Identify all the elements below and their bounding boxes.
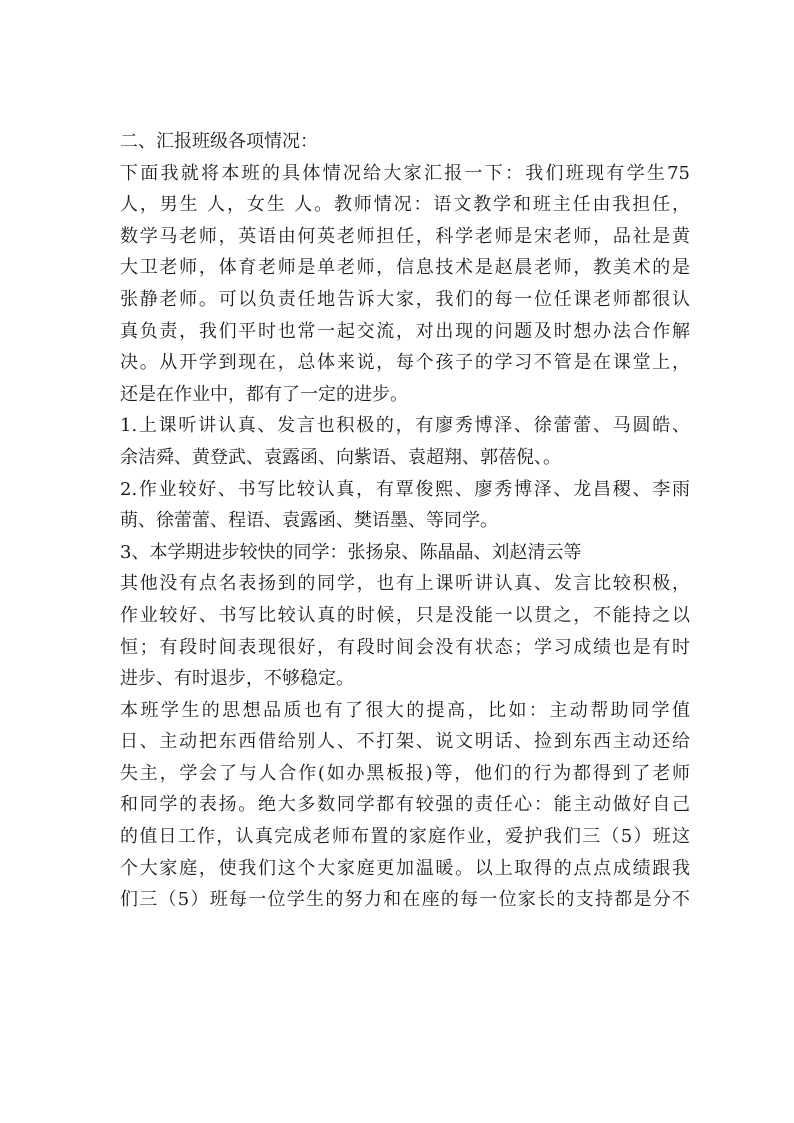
text-line: 余洁舜、黄登武、袁露函、向紫语、袁超翔、郭蓓倪、。 [120, 446, 561, 468]
text-line: 日、主动把东西借给别人、不打架、说文明话、捡到东西主动还给 [120, 731, 690, 753]
list-item-1: 1.上课听讲认真、发言也积极的，有廖秀博泽、徐蕾蕾、马圆皓、 [120, 415, 690, 437]
text-line: 下面我就将本班的具体情况给大家汇报一下：我们班现有学生75 [120, 162, 690, 184]
text-line: 真负责，我们平时也常一起交流，对出现的问题及时想办法合作解 [120, 320, 690, 342]
text-line: 数学马老师，英语由何英老师担任，科学老师是宋老师，品社是黄 [120, 225, 690, 247]
list-item-2: 2.作业较好、书写比较认真，有覃俊熙、廖秀博泽、龙昌稷、李雨 [120, 478, 690, 500]
document-body [120, 126, 690, 916]
list-item-3: 3、本学期进步较快的同学：张扬泉、陈晶晶、刘赵清云等 [120, 541, 582, 563]
text-line: 作业较好、书写比较认真的时候，只是没能一以贯之，不能持之以 [120, 604, 690, 626]
text-line: 其他没有点名表扬到的同学，也有上课听讲认真、发言比较积极， [120, 573, 690, 595]
text-line: 萌、徐蕾蕾、程语、袁露函、樊语墨、等同学。 [120, 510, 498, 532]
text-line: 张静老师。可以负责任地告诉大家，我们的每一位任课老师都很认 [120, 288, 690, 310]
text-line: 和同学的表扬。绝大多数同学都有较强的责任心：能主动做好自己 [120, 794, 690, 816]
text-line: 本班学生的思想品质也有了很大的提高，比如：主动帮助同学值 [120, 699, 690, 721]
text-line: 失主，学会了与人合作(如办黑板报)等，他们的行为都得到了老师 [120, 762, 690, 784]
text-line: 个大家庭，使我们这个大家庭更加温暖。以上取得的点点成绩跟我 [120, 857, 690, 879]
text-line: 进步、有时退步，不够稳定。 [120, 668, 354, 690]
section-heading: 二、汇报班级各项情况： [120, 131, 318, 152]
text-line: 决。从开学到现在，总体来说，每个孩子的学习不管是在课堂上， [120, 352, 690, 374]
text-line: 还是在作业中，都有了一定的进步。 [120, 383, 408, 405]
text-line: 的值日工作，认真完成老师布置的家庭作业，爱护我们三（5）班这 [120, 826, 690, 848]
text-line: 们三（5）班每一位学生的努力和在座的每一位家长的支持都是分不 [120, 889, 690, 911]
text-line: 人，男生 人，女生 人。教师情况：语文教学和班主任由我担任， [120, 194, 690, 216]
text-line: 大卫老师，体育老师是单老师，信息技术是赵晨老师，教美术的是 [120, 257, 690, 279]
text-line: 恒；有段时间表现很好，有段时间会没有状态；学习成绩也是有时 [120, 636, 690, 658]
